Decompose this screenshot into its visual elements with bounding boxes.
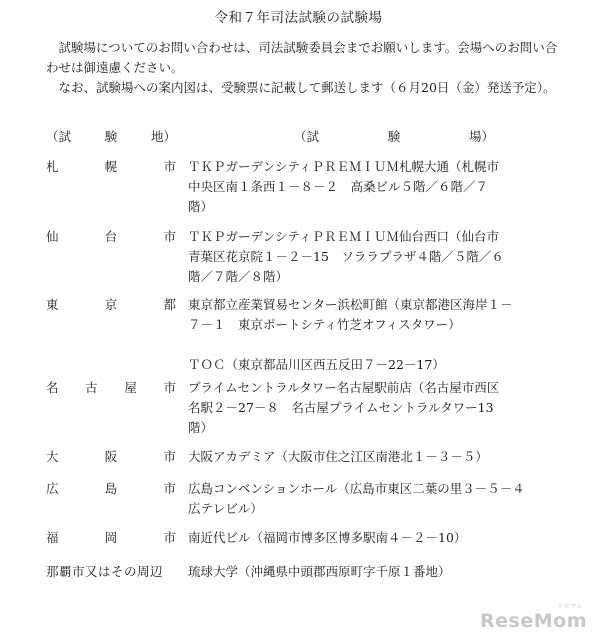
header-location-part: （試 (46, 129, 72, 144)
venue-line: 青葉区花京院１－２－15 ソララプラザ４階／５階／６ (188, 249, 504, 264)
location-char: 広 (46, 481, 59, 496)
header-venue (294, 127, 494, 145)
venue-sapporo (188, 157, 572, 217)
location-char: 福 (46, 530, 59, 545)
header-location-part: 地） (150, 129, 176, 144)
header-location (46, 127, 176, 145)
venue-line: ＴＫＰガーデンシティＰＲＥＭＩＵＭ仙台西口（仙台市 (188, 229, 499, 244)
header-venue-part: 験 (387, 129, 401, 144)
intro-paragraph-1: 試験場についてのお問い合わせは、司法試験委員会までお願いします。会場へのお問い合わせは御遠慮ください。 (46, 40, 558, 75)
location-sapporo (46, 157, 176, 177)
location-char: 市 (163, 530, 176, 545)
resemom-logo (480, 603, 587, 632)
venue-line: 東京都立産業貿易センター浜松町館（東京都港区海岸１－ (188, 297, 513, 312)
location-char: 名 (46, 380, 59, 395)
venue-line: プライムセントラルタワー名古屋駅前店（名古屋市西区 (188, 380, 500, 395)
logo-text: ReseMom (480, 610, 587, 632)
location-naha: 那覇市又はその周辺 (46, 564, 164, 579)
venue-line: 階） (188, 420, 214, 435)
header-venue-part: （試 (294, 129, 320, 144)
location-char: 島 (104, 481, 118, 496)
venue-line: 中央区南１条西１－８－２ 高桑ビル５階／６階／７ (188, 179, 489, 194)
logo-subtext: リセマム (557, 603, 583, 610)
venue-line: ＴＫＰガーデンシティＰＲＥＭＩＵＭ札幌大通（札幌市 (188, 159, 499, 174)
header-venue-part: 場） (468, 129, 494, 144)
page-title: 令和７年司法試験の試験場 (214, 10, 383, 26)
venue-line: 階／７階／８階） (188, 269, 289, 284)
location-char: 古 (85, 380, 98, 395)
venue-line: ７－１ 東京ポートシティ竹芝オフィスタワー） (188, 317, 461, 332)
location-char: 市 (163, 380, 176, 395)
header-location-part: 験 (104, 129, 118, 144)
venue-fukuoka (188, 528, 572, 548)
venue-line-toc: ＴＯＣ（東京都品川区西五反田７－22－17） (188, 357, 445, 372)
location-char: 台 (104, 229, 118, 244)
venue-hiroshima (188, 479, 572, 519)
venue-sendai (188, 227, 572, 287)
location-char: 岡 (104, 530, 118, 545)
location-nagoya (46, 378, 176, 398)
location-char: 幌 (104, 159, 118, 174)
location-hiroshima (46, 479, 176, 499)
venue-osaka (188, 447, 572, 467)
location-tokyo (46, 295, 176, 315)
location-char: 大 (46, 449, 59, 464)
location-char: 市 (163, 481, 176, 496)
venue-naha (188, 562, 572, 582)
intro-paragraph-2: なお、試験場への案内図は、受験票に記載して郵送します（６月20日（金）発送予定）。 (58, 80, 556, 95)
venue-line: 名駅２－27－８ 名古屋プライムセントラルタワー13 (188, 400, 494, 415)
location-char: 市 (163, 449, 176, 464)
location-char: 東 (46, 297, 59, 312)
location-char: 市 (163, 159, 176, 174)
location-char: 京 (104, 297, 118, 312)
venue-line: 広テレビル） (188, 501, 263, 516)
location-sendai (46, 227, 176, 247)
location-char: 札 (46, 159, 59, 174)
location-fukuoka (46, 528, 176, 548)
venue-line: 南近代ビル（福岡市博多区博多駅南４－２－10） (188, 530, 467, 545)
intro-text (46, 38, 566, 98)
venue-line: 琉球大学（沖縄県中頭郡西原町字千原１番地） (188, 564, 451, 579)
venue-line: 広島コンベンションホール（広島市東区二葉の里３－５－４ (188, 481, 525, 496)
location-char: 都 (163, 297, 176, 312)
location-char: 屋 (124, 380, 137, 395)
venue-nagoya (188, 378, 572, 438)
location-char: 市 (163, 229, 176, 244)
venue-tokyo (188, 295, 572, 375)
venue-line: 階） (188, 199, 214, 214)
location-char: 仙 (46, 229, 59, 244)
venue-line: 大阪アカデミア（大阪市住之江区南港北１－３－５） (188, 449, 488, 464)
location-osaka (46, 447, 176, 467)
location-char: 阪 (104, 449, 118, 464)
